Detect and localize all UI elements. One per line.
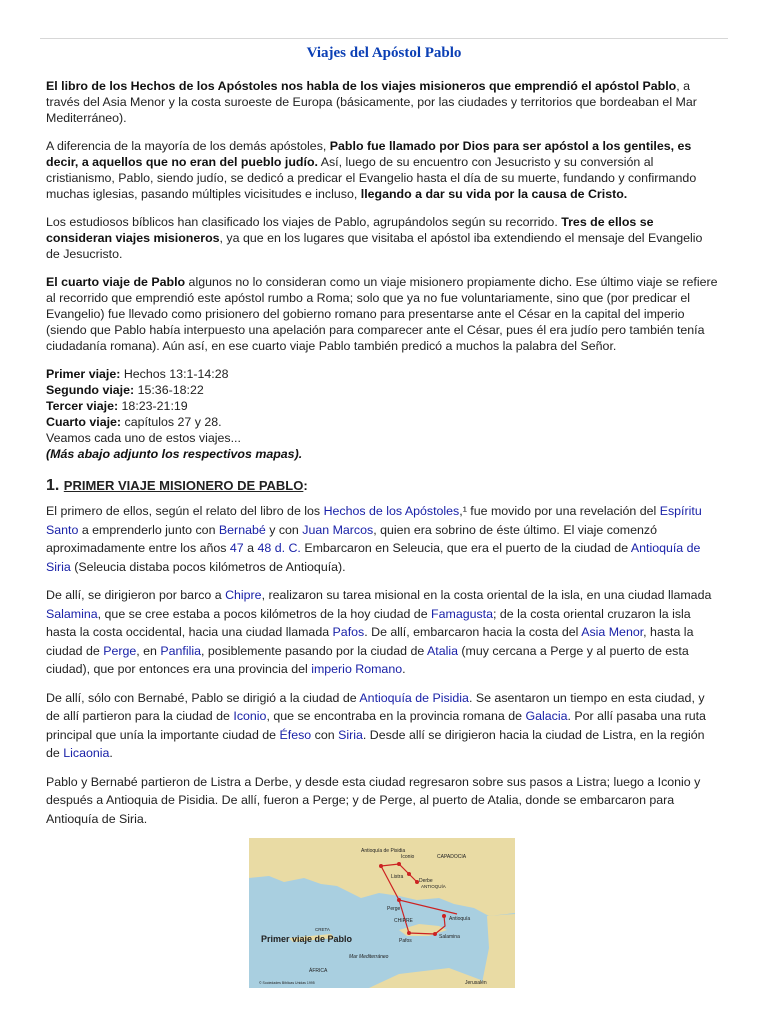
map-city-antioquia-pisidia [379,864,383,868]
trip-label: Cuarto viaje: [46,415,122,429]
section-1-paragraph-3 [46,689,718,763]
intro-p2-text-a: A diferencia de la mayoría de los demás apóstoles, [46,139,330,153]
intro-p2-text-b: Así, luego de su encuentro con Jesucristo y su conversión al cristianismo, Pablo, siendo judío, se dedicó a predicar el Evangelio hasta el día de su muerte, fundando y confirmando muchas iglesias, pasando múltiples vicisitudes e incluso, [46,155,697,201]
map-label-antioquia-region: ANTIOQUÍA [421,884,446,889]
title-bar [40,38,728,61]
trips-maps-text: (Más abajo adjunto los respectivos mapas). [46,447,303,461]
text: (muy cercana a Perge y al puerto de esta ciudad), que por entonces era una provincia del [46,643,689,676]
section-number: 1. [46,477,64,494]
map-city-salamina [433,932,437,936]
trips-maps-note [46,446,718,462]
map-city-perge [397,898,401,902]
map-label-listra: Listra [391,874,404,880]
link-bernabe[interactable]: Bernabé [218,522,266,537]
text: y con [265,522,303,537]
trip-ref: capítulos 27 y 28. [121,415,222,429]
map-label-perge: Perge [387,906,401,912]
map-label-derbe: Derbe [419,878,433,884]
link-asia-menor[interactable]: Asia Menor [581,625,644,639]
text: Embarcaron en Seleucia, que era el puerto de la ciudad de [300,541,631,555]
section-1-body [46,502,718,828]
link-famagusta[interactable]: Famagusta [431,606,494,621]
map-label-jerusalen: Jerusalén [465,980,487,986]
link-antioquia-siria[interactable]: Antioquía de Siria [46,541,701,574]
text: El primero de ellos, según el relato del libro de los [46,504,324,518]
text: . Desde allí se dirigieron hacia la ciudad de Listra, en la región de [46,727,705,760]
map-label-africa: ÁFRICA [309,968,328,974]
text: , hasta la ciudad de [46,625,694,658]
text: . Se asentaron un tiempo en esta ciudad, y de allí partieron para la ciudad de [46,690,705,723]
section-1-paragraph-4: Pablo y Bernabé partieron de Listra a Derbe, y desde esta ciudad regresaron sobre sus pasos a Listra; luego a Iconio y después a Antioquia de Pisidia. De allí, fueron a Perge; y de Perge, al puerto de Atalia, donde se embarcaron para Antioquía de Siria. [46,774,701,826]
intro-paragraph-2 [46,138,718,202]
text: con [311,727,339,742]
text: ; de la costa oriental cruzaron la isla hasta la costa occidental, hacia una ciudad llamada [46,606,691,639]
trip-ref: 18:23-21:19 [118,399,188,413]
trip-item-2 [46,382,718,398]
map-label-mar: Mar Mediterráneo [349,954,389,960]
trip-label: Tercer viaje: [46,399,119,413]
intro-paragraph-3 [46,214,718,262]
link-antioquia-pisidia[interactable]: Antioquía de Pisidia [359,690,469,705]
link-perge[interactable]: Perge [103,643,137,658]
map-container [46,838,718,992]
trip-label: Primer viaje: [46,367,121,381]
text: a [243,541,258,555]
section-colon: : [303,478,308,493]
section-title: PRIMER VIAJE MISIONERO DE PABLO [63,478,304,493]
map-label-antioquia-pisidia: Antioquía de Pisidia [361,848,406,854]
map-label-iconio: Iconio [401,854,415,860]
intro-p1-text: , a través del Asia Menor y la costa suroeste de Europa (básicamente, por las ciudades y territorios que bordeaban el Mar Mediterráneo). [46,79,697,125]
link-imperio-romano[interactable]: imperio Romano [311,662,403,676]
intro-p4-bold: El cuarto viaje de Pablo [46,275,186,289]
link-pafos[interactable]: Pafos [332,625,365,639]
trip-item-1 [46,366,718,382]
trips-list [46,366,718,462]
text: . [109,746,113,760]
map-label-chipre: CHIPRE [394,918,413,924]
link-panfilia[interactable]: Panfilia [160,643,202,658]
link-licaonia[interactable]: Licaonia [63,746,110,760]
map-label-capadocia: CAPADOCIA [437,854,467,860]
link-siria[interactable]: Siria [338,727,363,742]
link-juan-marcos[interactable]: Juan Marcos [302,522,374,537]
link-galacia[interactable]: Galacia [525,709,568,723]
text: , posiblemente pasando por la ciudad de [201,643,427,658]
intro-paragraph-4 [46,274,718,354]
text: , realizaron su tarea misional en la costa oriental de la isla, en una ciudad llamada [261,588,712,602]
trip-ref: 15:36-18:22 [134,383,204,397]
text: . [402,662,406,676]
text: (Seleucia distaba pocos kilómetros de Antioquía). [70,559,346,574]
intro-p1-bold: El libro de los Hechos de los Apóstoles nos habla de los viajes misioneros que emprendió el apóstol Pablo [46,79,677,93]
link-chipre[interactable]: Chipre [225,588,262,602]
trip-ref: Hechos 13:1-14:28 [120,367,229,381]
trips-note: Veamos cada uno de estos viajes... [46,431,241,445]
intro-paragraph-1 [46,78,718,126]
intro-p3-text-a: Los estudiosos bíblicos han clasificado los viajes de Pablo, agrupándolos según su recorrido. [46,215,562,229]
map-label-antioquia-siria: Antioquía [449,916,471,922]
map-label-salamina: Salamina [439,934,460,940]
section-1-heading [46,478,718,494]
text: De allí, sólo con Bernabé, Pablo se dirigió a la ciudad de [46,690,360,705]
trip-item-3 [46,398,718,414]
link-salamina[interactable]: Salamina [46,606,98,621]
map-city-listra [407,872,411,876]
text: , en [136,643,161,658]
trip-label: Segundo viaje: [46,383,135,397]
intro-p3-text-b: , ya que en los lugares que visitaba el apóstol iba extendiendo el mensaje del Evangelio de Jesucristo. [46,231,703,261]
text: De allí, se dirigieron por barco a [46,588,226,602]
text: . Por allí pasaba una ruta principal que unía la importante ciudad de [46,709,706,742]
link-hechos[interactable]: Hechos de los Apóstoles [323,504,460,518]
map-city-pafos [407,931,411,935]
text: ,¹ fue movido por una revelación del [459,504,660,518]
section-1-paragraph-2 [46,586,718,679]
map-city-antioquia-siria [442,914,446,918]
map-credit: © Sociedades Bíblicas Unidas 1995 [259,981,315,985]
map-title: Primer viaje de Pablo [261,934,353,944]
trip-item-4 [46,414,718,430]
link-atalia[interactable]: Atalia [426,643,458,658]
text: , que se cree estaba a pocos kilómetros de la hoy ciudad de [97,606,432,621]
link-47[interactable]: 47 [229,541,244,555]
intro-p2-bold-1: Pablo fue llamado por Dios para ser apóstol a los gentiles, es decir, a aquellos que no eran del pueblo judío. [46,139,692,169]
intro-p2-bold-2: llegando a dar su vida por la causa de Cristo. [360,187,628,201]
intro-p3-bold: Tres de ellos se consideran viajes misioneros [46,215,654,245]
link-48-dc[interactable]: 48 d. C. [257,541,301,555]
link-efeso[interactable]: Éfeso [279,727,312,742]
document-content [46,78,718,992]
link-iconio[interactable]: Iconio [233,709,267,723]
text: , quien era sobrino de éste último. El viaje comenzó aproximadamente entre los años [46,522,657,555]
text: , que se encontraba en la provincia romana de [266,709,526,723]
first-journey-map [249,838,515,988]
intro-p4-text: algunos no lo consideran como un viaje misionero propiamente dicho. Ese último viaje se refiere al recorrido que emprendió este apóstol rumbo a Roma; solo que ya no fue voluntariamente, sino que (por predicar el Evangelio) fue llevado como prisionero del gobierno romano para presentarse ante el César en la capital del imperio (siendo que Pablo había interpuesto una apelación para comparecer ante el César, pues él era judío pero también tenía ciudadanía romana). Aún así, en ese cuarto viaje Pablo también predicó a muchos la palabra del Señor. [46,275,718,353]
text: . De allí, embarcaron hacia la costa del [364,625,582,639]
link-espiritu-santo[interactable]: Espíritu Santo [46,504,702,537]
page-title: Viajes del Apóstol Pablo [306,45,462,61]
map-label-pafos: Pafos [399,938,412,944]
map-city-iconio [397,862,401,866]
map-label-creta: CRETA [315,927,330,932]
text: a emprenderlo junto con [78,522,219,537]
section-1-paragraph-1 [46,502,718,576]
